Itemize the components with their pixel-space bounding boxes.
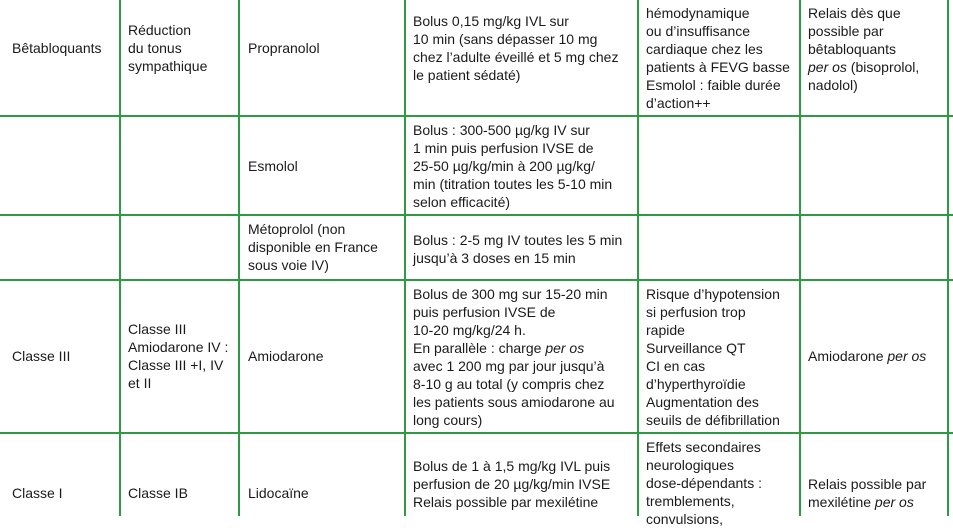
table-cell [413, 285, 615, 429]
table-cell [646, 4, 790, 112]
table-cell [248, 157, 298, 175]
table-cell [128, 320, 228, 392]
cell-text: puis perfusion IVSE de [413, 304, 556, 320]
cell-text: Bêtabloquants [12, 40, 102, 56]
cell-text: selon efficacité) [413, 194, 511, 210]
table-cell [128, 21, 207, 75]
cell-text: avec 1 200 mg par jour jusqu’à [413, 358, 605, 374]
cell-text: 10 min (sans dépasser 10 mg [413, 31, 598, 47]
cell-text: long cours) [413, 412, 483, 428]
cell-text: bêtabloquants [808, 41, 896, 57]
cell-text: du tonus [128, 40, 182, 56]
cell-text: Amiodarone [248, 348, 324, 364]
cell-text: tremblements, [646, 493, 735, 509]
table-cell [248, 484, 309, 502]
table-cell [413, 457, 610, 511]
cell-text: Esmolol [248, 158, 298, 174]
grid-line [0, 432, 953, 434]
cell-text: patients à FEVG basse [646, 59, 790, 75]
grid-line [0, 214, 953, 216]
cell-text: chez l’adulte éveillé et 5 mg chez [413, 49, 619, 65]
cell-text: Augmentation des [646, 394, 759, 410]
cell-text: neurologiques [646, 457, 734, 473]
grid-line [404, 0, 406, 516]
cell-text: Classe I [12, 485, 63, 501]
table-cell [808, 4, 919, 94]
cell-text: hémodynamique [646, 5, 750, 21]
cell-text: Relais possible par [808, 476, 927, 492]
cell-text: Classe III +I, IV [128, 357, 224, 373]
cell-text: Classe III [128, 321, 187, 337]
table-cell [808, 475, 926, 511]
cell-text: 1 min puis perfusion IVSE de [413, 140, 594, 156]
cell-text: Classe IB [128, 485, 188, 501]
table-cell [128, 484, 188, 502]
cell-text: 10-20 mg/kg/24 h. [413, 322, 526, 338]
cell-text: d’hyperthyroïdie [646, 376, 746, 392]
cell-text: si perfusion trop [646, 304, 746, 320]
cell-text: Bolus 0,15 mg/kg IVL sur [413, 13, 569, 29]
table-cell [12, 484, 63, 502]
cell-text: nadolol) [808, 77, 858, 93]
cell-text: rapide [646, 322, 685, 338]
grid-line [238, 0, 240, 516]
cell-text: Classe III [12, 348, 71, 364]
grid-line [0, 279, 953, 281]
table-cell [413, 121, 612, 211]
table-cell [248, 220, 378, 274]
table-cell [248, 39, 320, 57]
cell-text: Propranolol [248, 40, 320, 56]
cell-text: Réduction [128, 22, 192, 38]
cell-text: disponible en France [248, 239, 378, 255]
cell-text: Métoprolol (non [248, 221, 346, 237]
table-cell [12, 39, 102, 57]
grid-line [119, 0, 121, 516]
cell-text: CI en cas [646, 358, 706, 374]
table-cell [808, 347, 926, 365]
grid-line [799, 0, 801, 516]
cell-text: Bolus de 1 à 1,5 mg/kg IVL puis [413, 458, 611, 474]
table-cell [646, 438, 762, 528]
cell-text: Bolus : 300-500 µg/kg IV sur [413, 122, 590, 138]
cell-text: cardiaque chez les [646, 41, 763, 57]
cell-text: dose-dépendants : [646, 475, 762, 491]
cell-text: Bolus : 2-5 mg IV toutes les 5 min [413, 232, 623, 248]
cell-text: Bolus de 300 mg sur 15-20 min [413, 286, 608, 302]
cell-text: Risque d’hypotension [646, 286, 780, 302]
cell-text: Effets secondaires [646, 439, 761, 455]
table-cell [12, 347, 70, 365]
table-cell [646, 285, 780, 429]
cell-text: Lidocaïne [248, 485, 309, 501]
cell-text: jusqu’à 3 doses en 15 min [413, 250, 576, 266]
grid-line [947, 0, 949, 516]
cell-text: seuils de défibrillation [646, 412, 780, 428]
cell-text: ou d’insuffisance [646, 23, 751, 39]
grid-line [0, 115, 953, 117]
table-cell [413, 231, 622, 267]
cell-text: possible par [808, 23, 884, 39]
cell-text: En parallèle : charge per os [413, 340, 585, 356]
cell-text: convulsions, [646, 511, 724, 527]
cell-text: d’action++ [646, 95, 711, 111]
cell-text: et II [128, 375, 152, 391]
cell-text: Amiodarone IV : [128, 339, 229, 355]
cell-text: Amiodarone per os [808, 348, 927, 364]
cell-text: Relais dès que [808, 5, 901, 21]
cell-text: les patients sous amiodarone au [413, 394, 615, 410]
cell-text: sous voie IV) [248, 257, 329, 273]
table-cell [248, 347, 324, 365]
table-cell [413, 12, 618, 84]
cell-text: Surveillance QT [646, 340, 746, 356]
cell-text: perfusion de 20 µg/kg/min IVSE [413, 476, 611, 492]
cell-text: le patient sédaté) [413, 67, 521, 83]
cell-text: min (titration toutes les 5-10 min [413, 176, 613, 192]
cell-text: mexilétine per os [808, 494, 914, 510]
cell-text: 8-10 g au total (y compris chez [413, 376, 605, 392]
cell-text: sympathique [128, 58, 208, 74]
cell-text: per os (bisoprolol, [808, 59, 920, 75]
cell-text: 25-50 µg/kg/min à 200 µg/kg/ [413, 158, 595, 174]
cell-text: Esmolol : faible durée [646, 77, 781, 93]
grid-line [637, 0, 639, 516]
cell-text: Relais possible par mexilétine [413, 494, 599, 510]
